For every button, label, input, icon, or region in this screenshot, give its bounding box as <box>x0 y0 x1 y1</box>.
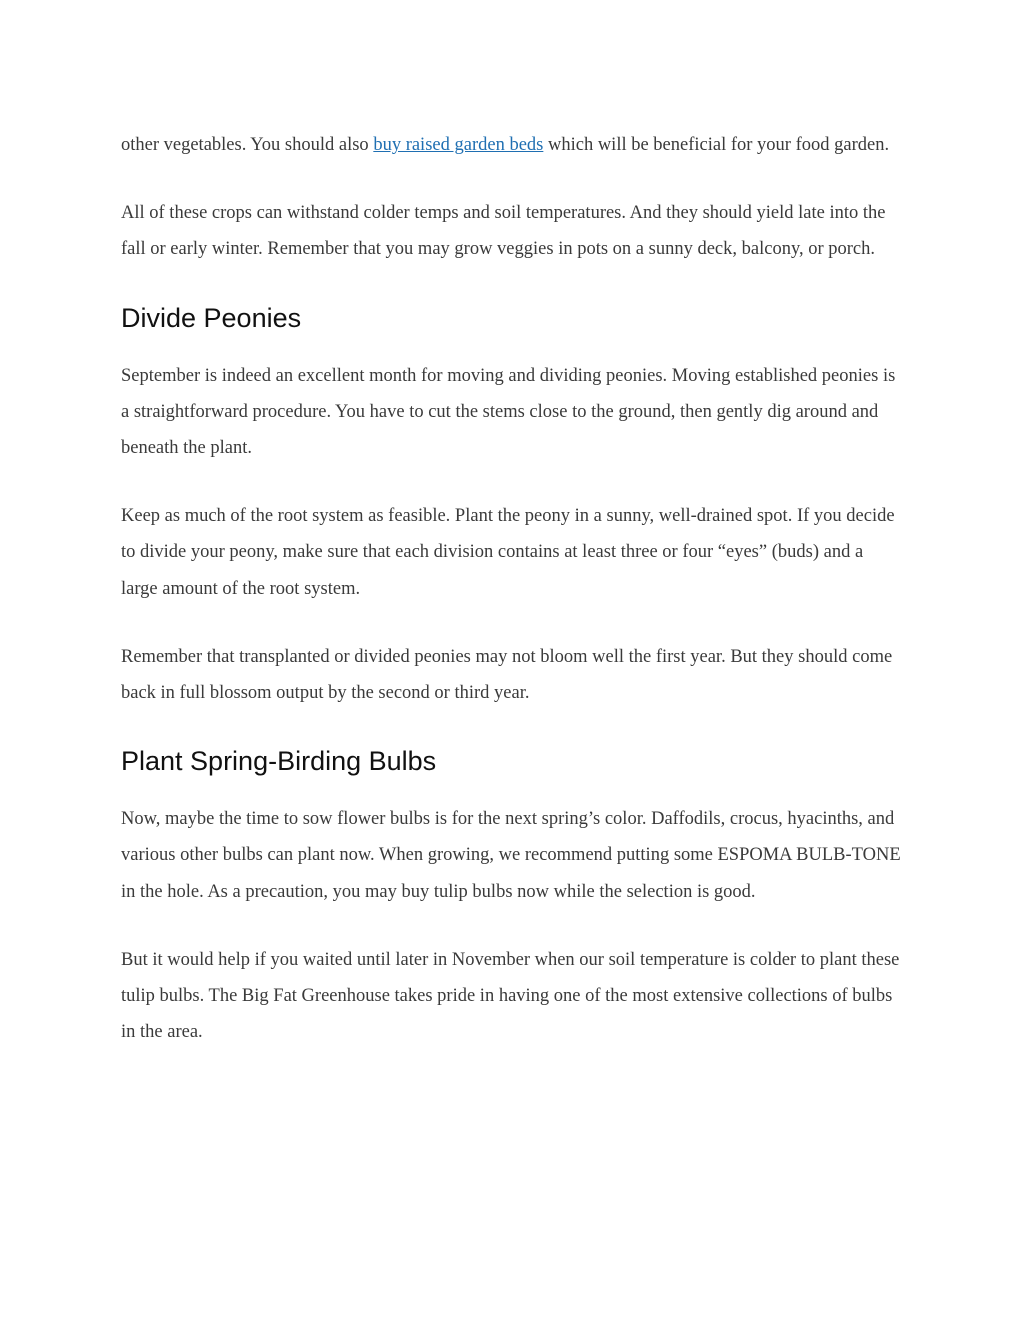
heading-plant-bulbs: Plant Spring-Birding Bulbs <box>121 746 437 777</box>
paragraph-root-system: Keep as much of the root system as feasible. Plant the peony in a sunny, well-drained spot. If you decide to divide your peony, make sure that each division contains at least three or four “eyes” (buds) and a large amount of the root system. <box>121 506 895 599</box>
paragraph-flower-bulbs: Now, maybe the time to sow flower bulbs is for the next spring’s color. Daffodils, crocus, hyacinths, and various other bulbs can plant now. When growing, we recommend putting some ESPOMA BULB-TONE in the hole. As a precaution, you may buy tulip bulbs now while the selection is good. <box>121 809 901 902</box>
paragraph-raised-beds <box>121 127 901 163</box>
paragraph-september: September is indeed an excellent month for moving and dividing peonies. Moving established peonies is a straightforward procedure. You have to cut the stems close to the ground, then gently dig around and beneath the plant. <box>121 365 896 459</box>
paragraph-crops: All of these crops can withstand colder temps and soil temperatures. And they should yield late into the fall or early winter. Remember that you may grow veggies in pots on a sunny deck, balcony, or porch. <box>121 203 886 260</box>
paragraph-transplanted: Remember that transplanted or divided peonies may not bloom well the first year. But they should come back in full blossom output by the second or third year. <box>121 646 893 704</box>
heading-divide-peonies: Divide Peonies <box>121 302 302 333</box>
paragraph-text: other vegetables. You should also <box>121 135 374 155</box>
document-page <box>121 127 901 1083</box>
paragraph-text: which will be beneficial for your food garden. <box>543 135 890 155</box>
buy-raised-garden-beds-link[interactable]: buy raised garden beds <box>373 135 544 155</box>
paragraph-tulip-bulbs: But it would help if you waited until later in November when our soil temperature is colder to plant these tulip bulbs. The Big Fat Greenhouse takes pride in having one of the most extensive collections of bulbs in the area. <box>121 949 900 1043</box>
